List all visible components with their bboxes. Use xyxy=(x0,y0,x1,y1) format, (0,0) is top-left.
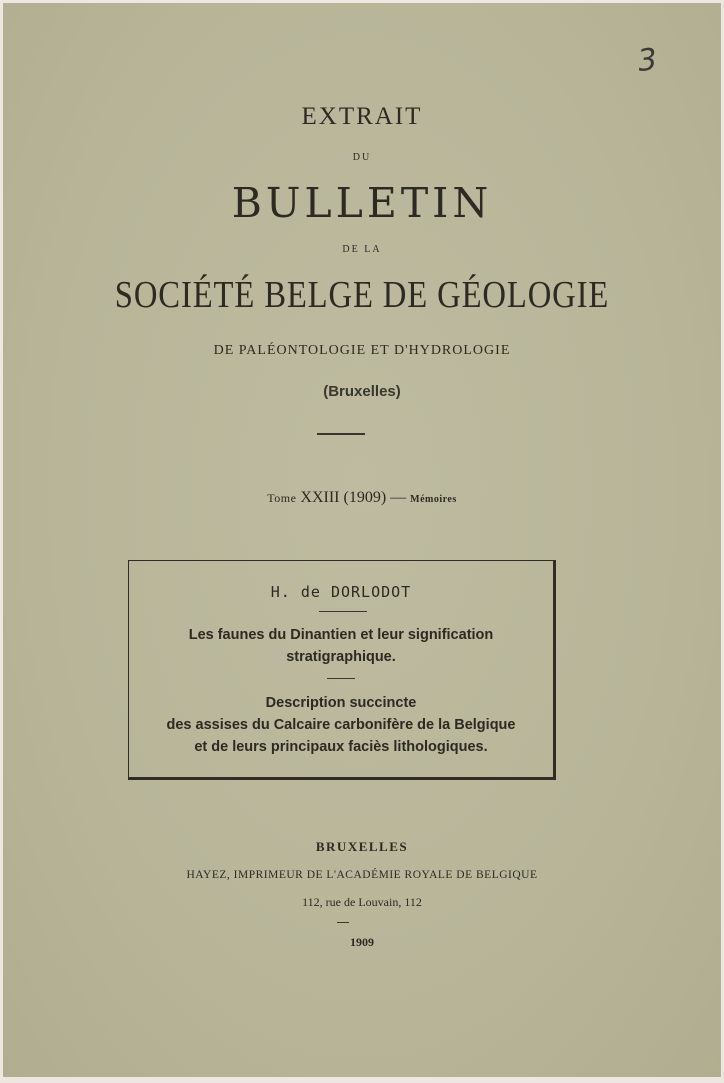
article-title-1-line-2: stratigraphique. xyxy=(286,649,396,665)
volume-line xyxy=(3,489,721,507)
du-label: DU xyxy=(352,152,372,163)
imprint-year: 1909 xyxy=(350,935,374,949)
article-title-2-line-1: Description succincte xyxy=(265,695,417,711)
title-separator-rule xyxy=(327,678,355,679)
society-city: (Bruxelles) xyxy=(323,383,401,400)
article-title-2-line-2: des assises du Calcaire carbonifère de la Belgique xyxy=(166,717,516,733)
tome-value: XXIII (1909) — xyxy=(300,489,407,506)
handwritten-page-number: 3 xyxy=(636,42,659,79)
article-title-2-line-3: et de leurs principaux faciès lithologiques. xyxy=(194,739,488,755)
author-rule xyxy=(319,611,367,612)
imprint-address: 112, rue de Louvain, 112 xyxy=(302,895,422,909)
extrait-heading: EXTRAIT xyxy=(301,103,423,130)
de-la-label: DE LA xyxy=(342,244,382,255)
article-box xyxy=(128,560,556,780)
bulletin-title: BULLETIN xyxy=(231,179,493,227)
article-title-1-line-1: Les faunes du Dinantien et leur signification xyxy=(188,627,494,643)
imprint-printer: HAYEZ, IMPRIMEUR DE L'ACADÉMIE ROYALE DE BELGIQUE xyxy=(186,869,538,881)
series-label: Mémoires xyxy=(410,494,457,505)
tome-label: Tome xyxy=(267,491,297,505)
document-page xyxy=(3,3,721,1077)
article-author: H. de DORLODOT xyxy=(270,583,412,601)
divider-rule xyxy=(317,433,365,435)
society-name: SOCIÉTÉ BELGE DE GÉOLOGIE xyxy=(114,274,610,316)
society-subtitle: DE PALÉONTOLOGIE ET D'HYDROLOGIE xyxy=(213,343,511,358)
imprint-rule xyxy=(337,922,349,923)
imprint-city: BRUXELLES xyxy=(315,839,409,854)
